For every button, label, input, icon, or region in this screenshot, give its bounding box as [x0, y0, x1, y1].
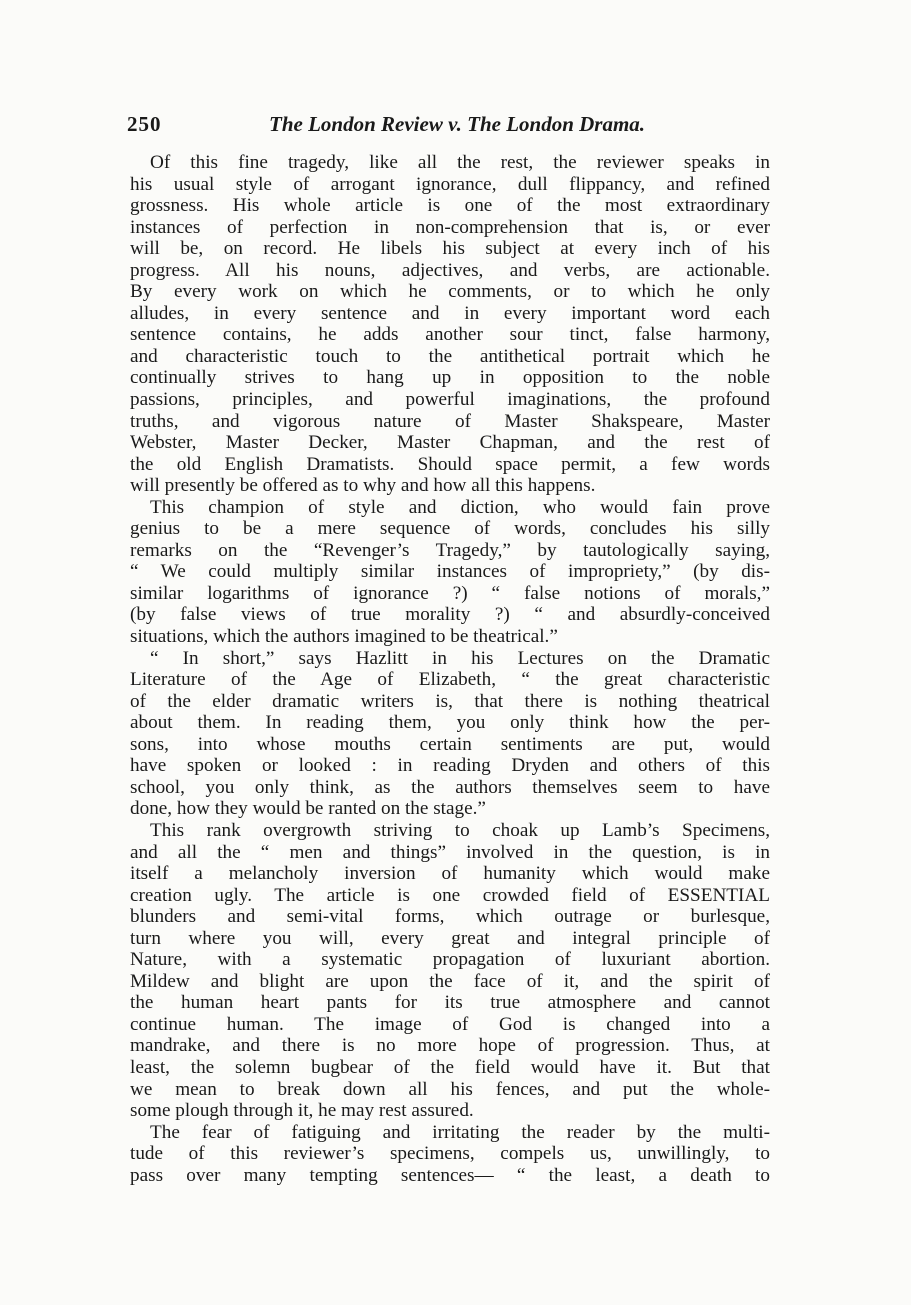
text-line: blunders and semi-vital forms, which outrage or burlesque,: [130, 906, 770, 928]
paragraph: [130, 1122, 770, 1187]
text-line: continue human. The image of God is changed into a: [130, 1013, 770, 1035]
text-line: the old English Dramatists. Should space permit, a few words: [130, 453, 770, 475]
text-line: “ In short,” says Hazlitt in his Lectures on the Dramatic: [150, 647, 770, 669]
text-line: least, the solemn bugbear of the field would have it. But that: [130, 1056, 770, 1078]
text-line: have spoken or looked : in reading Dryden and others of this: [130, 755, 770, 777]
text-line: This rank overgrowth striving to choak up Lamb’s Specimens,: [150, 819, 770, 841]
paragraph: [130, 497, 770, 648]
text-line: of the elder dramatic writers is, that there is nothing theatrical: [130, 690, 770, 712]
text-line: tude of this reviewer’s specimens, compels us, unwillingly, to: [130, 1143, 770, 1165]
text-line: his usual style of arrogant ignorance, dull flippancy, and refined: [130, 173, 770, 195]
text-line: instances of perfection in non-comprehension that is, or ever: [130, 216, 770, 238]
text-line: Literature of the Age of Elizabeth, “ the great characteristic: [130, 669, 770, 691]
body-text: [130, 152, 770, 1186]
text-line: sentence contains, he adds another sour tinct, false harmony,: [130, 324, 770, 346]
text-line: done, how they would be ranted on the stage.”: [130, 798, 486, 820]
text-line: passions, principles, and powerful imaginations, the profound: [130, 389, 770, 411]
text-line: alludes, in every sentence and in every important word each: [130, 302, 770, 324]
text-line: itself a melancholy inversion of humanity which would make: [130, 863, 770, 885]
text-line: we mean to break down all his fences, and put the whole-: [130, 1078, 770, 1100]
running-title: The London Review v. The London Drama.: [269, 112, 646, 136]
text-line: The fear of fatiguing and irritating the reader by the multi-: [150, 1121, 770, 1143]
text-line: pass over many tempting sentences— “ the least, a death to: [130, 1164, 770, 1186]
text-line: turn where you will, every great and integral principle of: [130, 927, 770, 949]
text-line: will presently be offered as to why and how all this happens.: [130, 475, 596, 497]
text-line: progress. All his nouns, adjectives, and verbs, are actionable.: [130, 259, 770, 281]
text-line: creation ugly. The article is one crowded field of ESSENTIAL: [130, 884, 770, 906]
text-line: will be, on record. He libels his subject at every inch of his: [130, 238, 770, 260]
text-line: Webster, Master Decker, Master Chapman, and the rest of: [130, 432, 770, 454]
page-header: [127, 112, 767, 144]
paragraph: [130, 820, 770, 1122]
paragraph: [130, 152, 770, 497]
text-line: This champion of style and diction, who would fain prove: [150, 496, 770, 518]
text-line: and all the “ men and things” involved in the question, is in: [130, 841, 770, 863]
text-line: Of this fine tragedy, like all the rest, the reviewer speaks in: [150, 152, 770, 173]
text-line: similar logarithms of ignorance ?) “ false notions of morals,”: [130, 582, 770, 604]
text-line: truths, and vigorous nature of Master Shakspeare, Master: [130, 410, 770, 432]
text-line: the human heart pants for its true atmosphere and cannot: [130, 992, 770, 1014]
page-number: 250: [127, 112, 162, 136]
text-line: mandrake, and there is no more hope of progression. Thus, at: [130, 1035, 770, 1057]
text-line: grossness. His whole article is one of the most extraordinary: [130, 195, 770, 217]
paragraph: [130, 648, 770, 820]
text-line: Mildew and blight are upon the face of it, and the spirit of: [130, 970, 770, 992]
text-line: situations, which the authors imagined to be theatrical.”: [130, 626, 558, 648]
text-line: continually strives to hang up in opposition to the noble: [130, 367, 770, 389]
text-line: (by false views of true morality ?) “ and absurdly-conceived: [130, 604, 770, 626]
text-line: remarks on the “Revenger’s Tragedy,” by tautologically saying,: [130, 539, 770, 561]
text-line: “ We could multiply similar instances of impropriety,” (by dis-: [130, 561, 770, 583]
text-line: school, you only think, as the authors themselves seem to have: [130, 776, 770, 798]
text-line: By every work on which he comments, or to which he only: [130, 281, 770, 303]
text-line: about them. In reading them, you only think how the per-: [130, 712, 770, 734]
text-line: and characteristic touch to the antithetical portrait which he: [130, 345, 770, 367]
text-line: sons, into whose mouths certain sentiments are put, would: [130, 733, 770, 755]
text-line: some plough through it, he may rest assured.: [130, 1100, 474, 1122]
text-line: genius to be a mere sequence of words, concludes his silly: [130, 518, 770, 540]
text-line: Nature, with a systematic propagation of luxuriant abortion.: [130, 949, 770, 971]
